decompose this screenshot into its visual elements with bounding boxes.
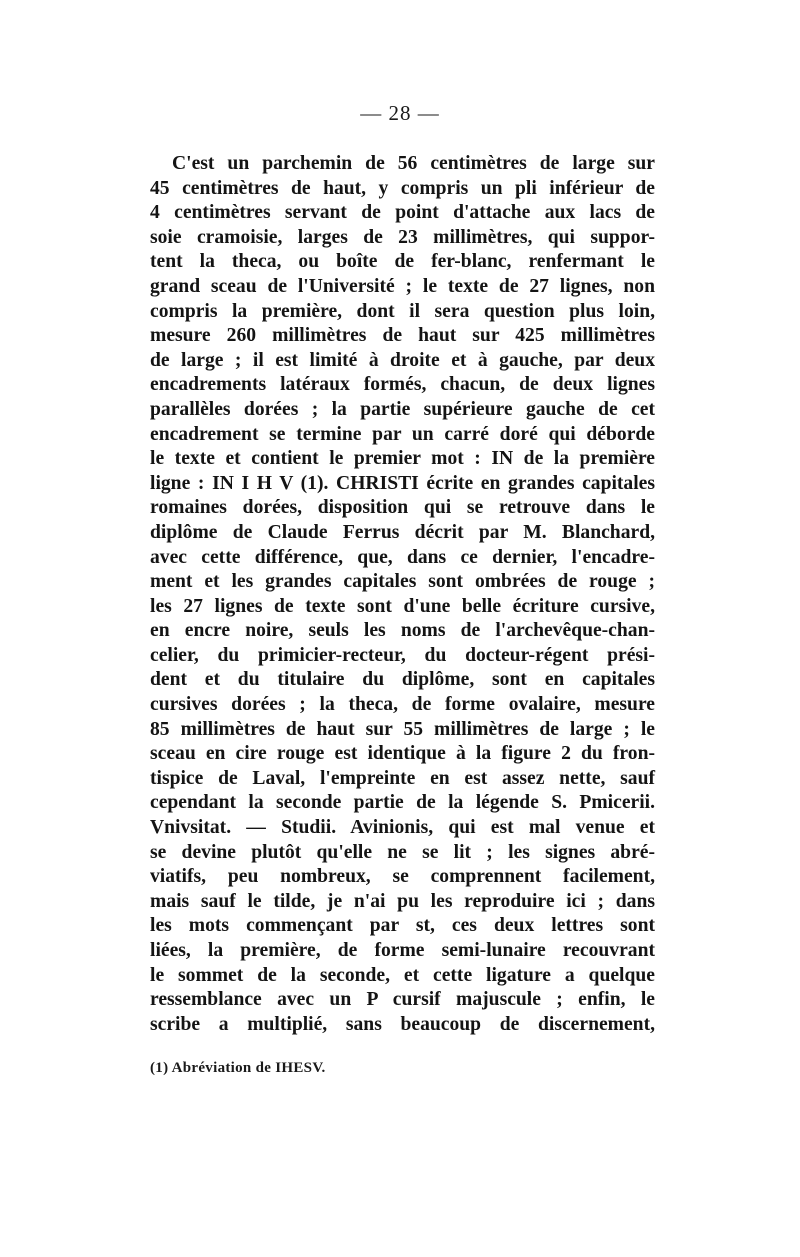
text-line: ligne : IN I H V (1). CHRISTI écrite en grandes capitales (150, 472, 655, 494)
text-line: de large ; il est limité à droite et à gauche, par deux (150, 349, 655, 371)
text-line: romaines dorées, disposition qui se retrouve dans le (150, 497, 655, 519)
text-line: 4 centimètres servant de point d'attache aux lacs de (150, 202, 655, 224)
text-line: C'est un parchemin de 56 centimètres de large sur (172, 153, 655, 174)
text-line: les mots commençant par st, ces deux lettres sont (150, 915, 655, 937)
text-line: tispice de Laval, l'empreinte en est assez nette, sauf (150, 767, 655, 789)
text-line: sceau en cire rouge est identique à la figure 2 du fron- (150, 743, 655, 765)
text-line: 85 millimètres de haut sur 55 millimètres de large ; le (150, 718, 655, 740)
page-number: — 28 — (360, 101, 440, 125)
text-line: tent la theca, ou boîte de fer-blanc, renfermant le (150, 251, 655, 273)
text-line: avec cette différence, que, dans ce dernier, l'encadre- (150, 546, 655, 568)
text-line: liées, la première, de forme semi-lunaire recouvrant (150, 940, 655, 961)
text-line: en encre noire, seuls les noms de l'archevêque-chan- (150, 620, 655, 642)
text-line: grand sceau de l'Université ; le texte de 27 lignes, non (150, 275, 655, 297)
text-line: compris la première, dont il sera question plus loin, (150, 300, 655, 322)
text-line: viatifs, peu nombreux, se comprennent facilement, (150, 866, 655, 888)
text-line: encadrements latéraux formés, chacun, de deux lignes (150, 374, 655, 396)
text-line: cursives dorées ; la theca, de forme ovalaire, mesure (150, 694, 655, 716)
text-line: se devine plutôt qu'elle ne se lit ; les signes abré- (150, 841, 655, 863)
text-line: parallèles dorées ; la partie supérieure gauche de cet (150, 398, 655, 420)
text-line: scribe a multiplié, sans beaucoup de discernement, (150, 1013, 655, 1035)
body-text (150, 152, 655, 1037)
text-line: dent et du titulaire du diplôme, sont en capitales (150, 669, 655, 691)
text-line: diplôme de Claude Ferrus décrit par M. Blanchard, (150, 521, 655, 543)
text-line: mesure 260 millimètres de haut sur 425 millimètres (150, 325, 655, 347)
text-line: cependant la seconde partie de la légende S. Pmicerii. (150, 792, 655, 814)
text-line: encadrement se termine par un carré doré qui déborde (150, 423, 655, 445)
text-line: ment et les grandes capitales sont ombrées de rouge ; (150, 571, 655, 593)
text-line: Vnivsitat. — Studii. Avinionis, qui est mal venue et (150, 817, 655, 839)
text-line: celier, du primicier-recteur, du docteur-régent prési- (150, 644, 655, 666)
text-line: mais sauf le tilde, je n'ai pu les reproduire ici ; dans (150, 890, 655, 912)
text-line: le sommet de la seconde, et cette ligature a quelque (150, 964, 655, 986)
text-line: le texte et contient le premier mot : IN de la première (150, 448, 655, 470)
text-line: les 27 lignes de texte sont d'une belle écriture cursive, (150, 595, 655, 617)
text-line: ressemblance avec un P cursif majuscule ; enfin, le (150, 989, 655, 1011)
text-line: 45 centimètres de haut, y compris un pli inférieur de (150, 177, 655, 199)
footnote: (1) Abréviation de IHESV. (150, 1060, 326, 1076)
text-line: soie cramoisie, larges de 23 millimètres, qui suppor- (150, 226, 655, 248)
